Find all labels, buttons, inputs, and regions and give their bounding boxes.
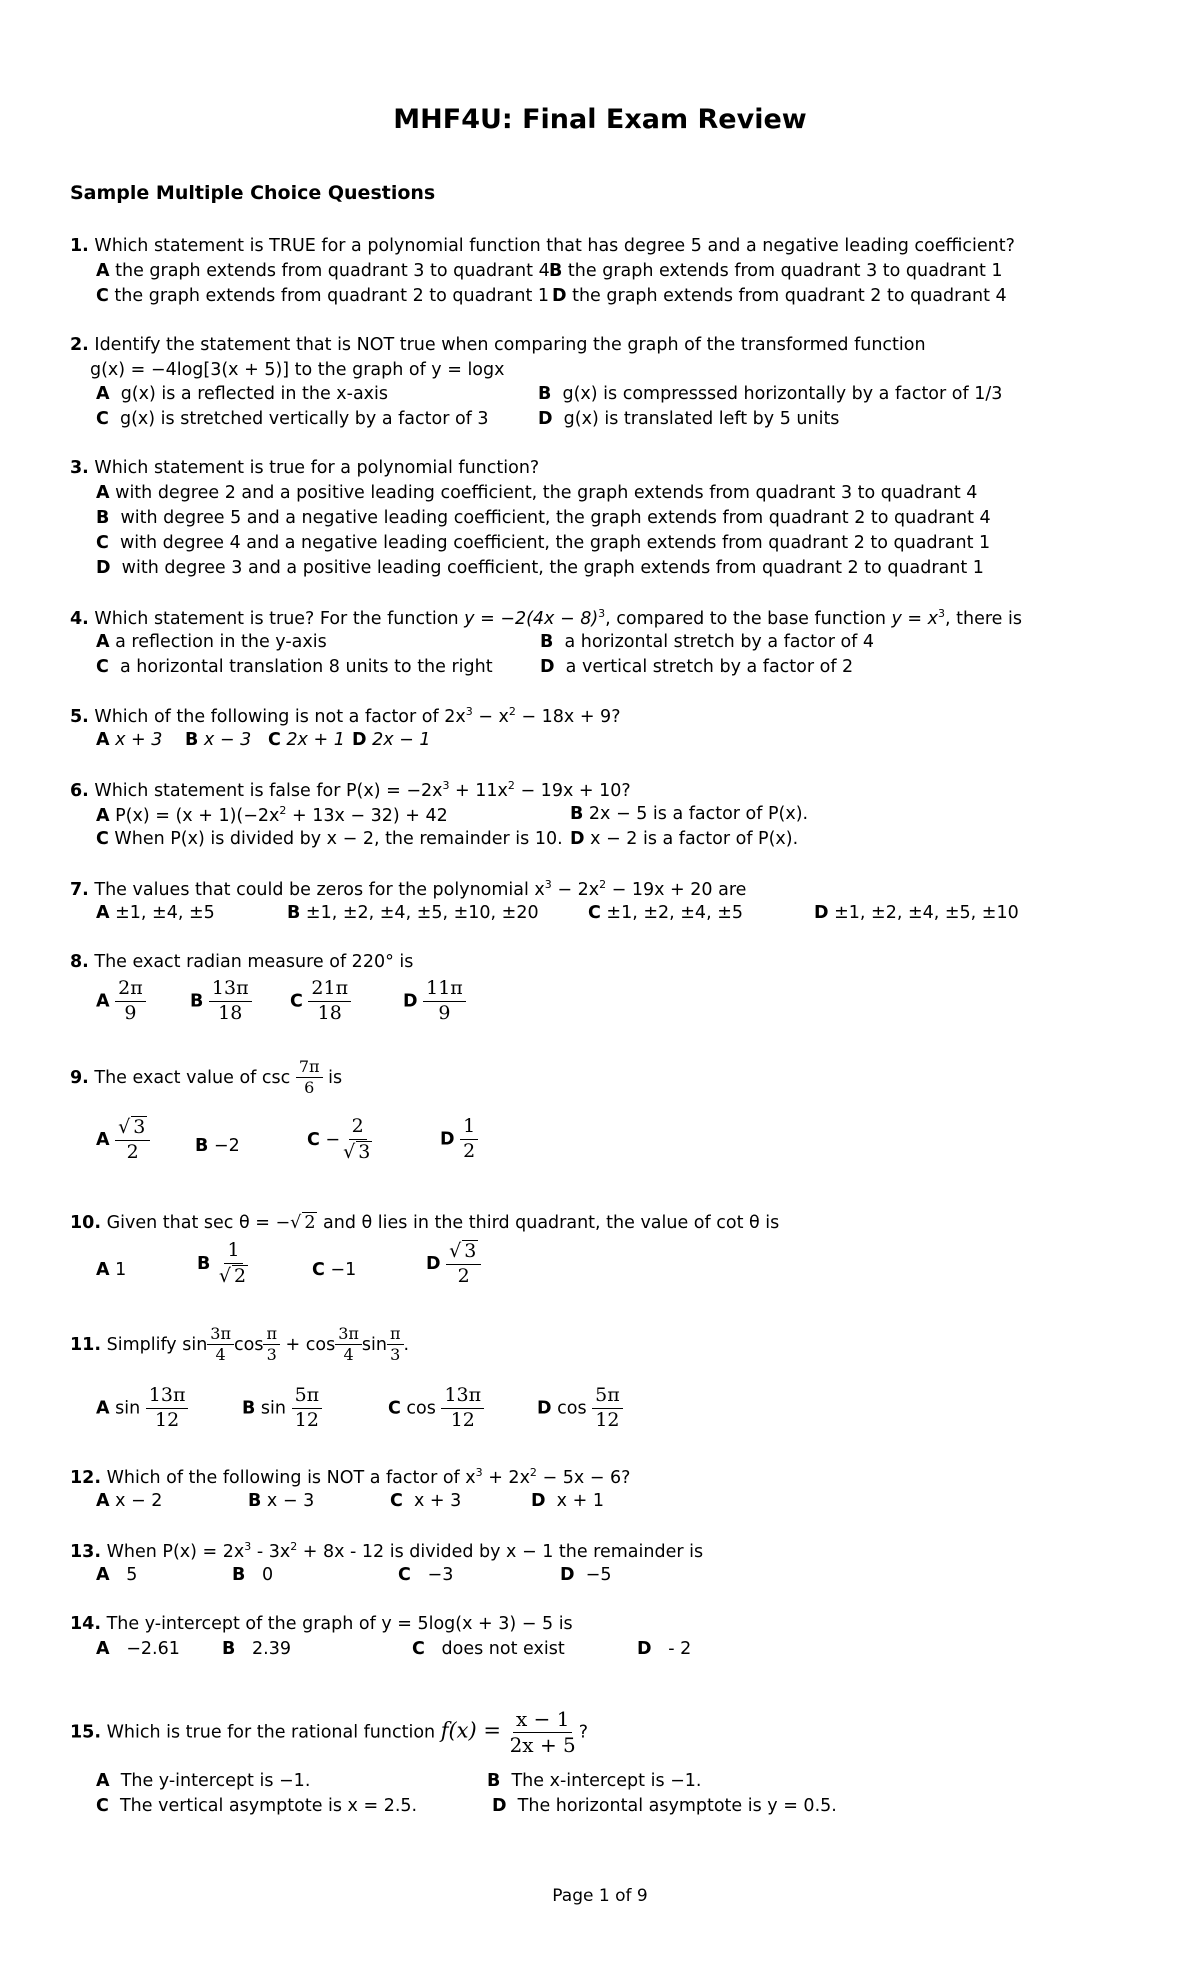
option-d: D ±1, ±2, ±4, ±5, ±10 (814, 903, 1019, 923)
question-number: 3. (70, 458, 89, 478)
option-c: C cos $\frac{13\pi}{12}$ (388, 1385, 484, 1432)
option-d: D $\frac{√ 3}{2}$ (426, 1240, 481, 1288)
question-text: Which statement is true for a polynomial function? (94, 458, 540, 478)
question-6: 6. Which statement is false for $P(x) = -2x^3 + 11x^2 - 19x + 10$? (70, 779, 631, 801)
option-b: B 2x − 5 is a factor of P(x). (570, 804, 809, 824)
option-c: C $\frac{21\pi}{18}$ (290, 978, 351, 1025)
question-text: Which statement is TRUE for a polynomial function that has degree 5 and a negative leading coefficient? (94, 236, 1015, 256)
question-text: The exact radian measure of 220° is (94, 952, 414, 972)
question-number: 13. (70, 1542, 102, 1562)
option-b: B the graph extends from quadrant 3 to quadrant 1 (549, 261, 1003, 281)
section-heading: Sample Multiple Choice Questions (70, 182, 436, 204)
option-d: D a vertical stretch by a factor of 2 (540, 657, 854, 677)
option-c: C When P(x) is divided by x − 2, the remainder is 10. (96, 829, 563, 849)
option-a: A x − 2 (96, 1491, 163, 1511)
option-b: B ±1, ±2, ±4, ±5, ±10, ±20 (287, 903, 539, 923)
page-title: MHF4U: Final Exam Review (393, 104, 807, 135)
option-b: B The x-intercept is −1. (487, 1771, 702, 1791)
option-a: A 5 (96, 1565, 138, 1585)
option-a: A $P(x) = (x + 1)(-2x^2 + 13x - 32) + 42$ (96, 804, 448, 826)
option-c: C a horizontal translation 8 units to the right (96, 657, 493, 677)
option-d: D g(x) is translated left by 5 units (538, 409, 840, 429)
question-number: 14. (70, 1614, 102, 1634)
option-c: C does not exist (412, 1639, 565, 1659)
option-d: D cos $\frac{5\pi}{12}$ (537, 1385, 623, 1432)
question-number: 1. (70, 236, 89, 256)
question-3 (70, 458, 539, 478)
question-9: 9. The exact value of csc $\frac{7\pi}{6}$ is (70, 1057, 343, 1098)
option-c: C the graph extends from quadrant 2 to quadrant 1 (96, 286, 549, 306)
option-a: A The y-intercept is −1. (96, 1771, 311, 1791)
option-a: A sin $\frac{13\pi}{12}$ (96, 1385, 188, 1432)
question-number: 7. (70, 880, 89, 900)
question-text: The y-intercept of the graph of y = 5log(x + 3) − 5 is (106, 1614, 573, 1634)
option-d: D x − 2 is a factor of P(x). (570, 829, 799, 849)
question-number: 9. (70, 1067, 89, 1088)
question-number: 11. (70, 1334, 102, 1355)
question-13: 13. When $P(x) = 2x^3 - 3x^2 + 8x - 12$ is divided by x − 1 the remainder is (70, 1540, 704, 1562)
question-number: 15. (70, 1722, 102, 1743)
option-b: B sin $\frac{5\pi}{12}$ (242, 1385, 322, 1432)
option-d: D the graph extends from quadrant 2 to quadrant 4 (552, 286, 1007, 306)
option-c: C with degree 4 and a negative leading coefficient, the graph extends from quadrant 2 to quadrant 1 (96, 533, 991, 553)
question-11: 11. Simplify sin $\frac{3\pi}{4}$ cos $\frac{\pi}{3}$ + cos $\frac{3\pi}{4}$ sin $\frac{\pi}{3}$ . (70, 1324, 410, 1365)
option-b: B x − 3 (185, 730, 252, 750)
option-a: A $\frac{√ 3}{2}$ (96, 1116, 150, 1164)
option-c: C − $\frac{2}{√ 3}$ (307, 1115, 371, 1163)
question-number: 5. (70, 707, 89, 727)
option-d: D with degree 3 and a positive leading coefficient, the graph extends from quadrant 2 to quadrant 1 (96, 558, 984, 578)
option-c: C g(x) is stretched vertically by a factor of 3 (96, 409, 489, 429)
question-2 (70, 335, 926, 355)
option-d: D x + 1 (531, 1491, 604, 1511)
option-c: C x + 3 (390, 1491, 462, 1511)
question-number: 6. (70, 781, 89, 801)
option-a: A x + 3 (96, 730, 163, 750)
option-a: A −2.61 (96, 1639, 180, 1659)
option-b: B $\frac{1}{√ 2}$ (197, 1239, 247, 1287)
option-c: C The vertical asymptote is x = 2.5. (96, 1796, 418, 1816)
option-d: D The horizontal asymptote is y = 0.5. (492, 1796, 837, 1816)
option-d: D −5 (560, 1565, 612, 1585)
option-a: A g(x) is a reflected in the x-axis (96, 384, 389, 404)
option-b: B −2 (195, 1136, 240, 1156)
question-text: Identify the statement that is NOT true when comparing the graph of the transformed function (94, 335, 926, 355)
question-number: 4. (70, 609, 89, 629)
question-7: 7. The values that could be zeros for the polynomial $x^3 - 2x^2 - 19x + 20$ are (70, 878, 747, 900)
option-a: A 1 (96, 1260, 127, 1280)
question-number: 10. (70, 1213, 102, 1233)
question-8 (70, 952, 413, 972)
question-12: 12. Which of the following is NOT a factor of $x^3 + 2x^2 - 5x - 6$? (70, 1466, 631, 1488)
option-a: A ±1, ±4, ±5 (96, 903, 215, 923)
question-text-continued: g(x) = −4log[3(x + 5)] to the graph of y = logx (90, 360, 505, 380)
option-b: B x − 3 (248, 1491, 315, 1511)
question-10: 10. Given that sec θ = −√ 2 and θ lies in the third quadrant, the value of cot θ is (70, 1213, 780, 1233)
question-number: 12. (70, 1468, 102, 1488)
question-4: 4. Which statement is true? For the function $y = -2(4x - 8)^3$, compared to the base function $y = x^3$, there is (70, 607, 1022, 629)
option-b: B 0 (232, 1565, 274, 1585)
question-number: 8. (70, 952, 89, 972)
option-c: C 2x + 1 (268, 730, 345, 750)
option-b: B a horizontal stretch by a factor of 4 (540, 632, 875, 652)
option-c: C ±1, ±2, ±4, ±5 (588, 903, 743, 923)
option-b: B 2.39 (222, 1639, 292, 1659)
question-15: 15. Which is true for the rational function f(x) = $\frac{x - 1}{2x + 5}$ ? (70, 1707, 589, 1757)
option-d: D 2x − 1 (352, 730, 431, 750)
option-c: C −1 (312, 1260, 357, 1280)
question-1 (70, 236, 1015, 256)
page-number: Page 1 of 9 (552, 1886, 648, 1906)
question-number: 2. (70, 335, 89, 355)
question-5: 5. Which of the following is not a factor of $2x^3 - x^2 - 18x + 9$? (70, 705, 621, 727)
option-b: B $\frac{13\pi}{18}$ (190, 978, 252, 1025)
option-a: A with degree 2 and a positive leading coefficient, the graph extends from quadrant 3 to quadrant 4 (96, 483, 978, 503)
option-a: A a reflection in the y-axis (96, 632, 327, 652)
option-b: B with degree 5 and a negative leading coefficient, the graph extends from quadrant 2 to quadrant 4 (96, 508, 991, 528)
option-b: B g(x) is compresssed horizontally by a factor of 1/3 (538, 384, 1003, 404)
option-d: D $\frac{11\pi}{9}$ (403, 978, 466, 1025)
question-14 (70, 1614, 573, 1634)
option-c: C −3 (398, 1565, 454, 1585)
option-a: A $\frac{2\pi}{9}$ (96, 978, 146, 1025)
option-d: D - 2 (637, 1639, 692, 1659)
option-a: A the graph extends from quadrant 3 to quadrant 4 (96, 261, 550, 281)
option-d: D $\frac{1}{2}$ (440, 1116, 478, 1163)
